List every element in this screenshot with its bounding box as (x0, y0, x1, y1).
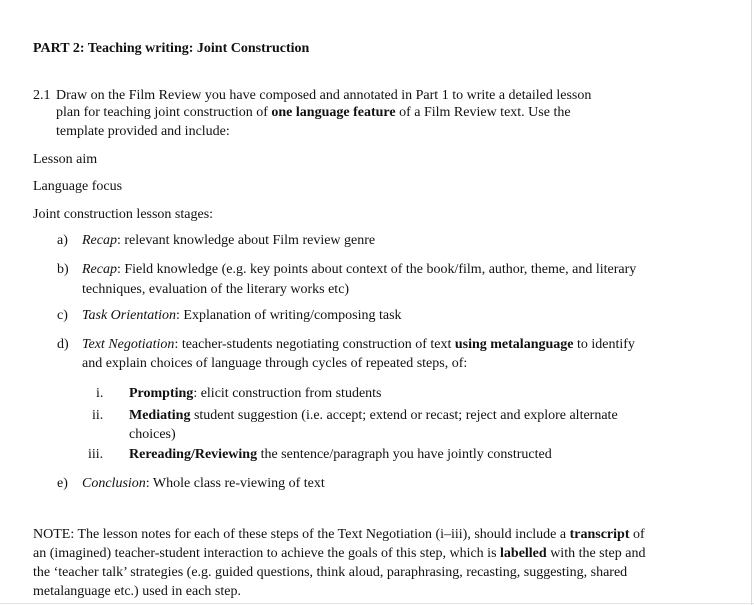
note-line4: metalanguage etc.) used in each step. (33, 584, 241, 599)
note-line2: an (imagined) teacher-student interaction to achieve the goals of this step, which is labelled with the step and (33, 546, 646, 561)
lesson-aim: Lesson aim (33, 152, 98, 167)
stages-heading: Joint construction lesson stages: (33, 207, 214, 222)
note-line3: the ‘teacher talk’ strategies (e.g. guided questions, think aloud, paraphrasing, recasting, suggesting, shared (33, 565, 628, 580)
page-bottom-rule (0, 603, 754, 604)
step-iii-marker: iii. (88, 447, 104, 462)
stage-b-marker: b) (57, 262, 69, 277)
stage-b-line2: techniques, evaluation of the literary works etc) (82, 282, 350, 297)
stage-d-line1: Text Negotiation: teacher-students negotiating construction of text using metalanguage to identify (82, 337, 635, 352)
stage-c-text: Task Orientation: Explanation of writing/composing task (82, 308, 402, 323)
item-2-1-number: 2.1 (33, 88, 51, 103)
stage-b-line1: Recap: Field knowledge (e.g. key points about context of the book/film, author, theme, and literary (82, 262, 637, 277)
language-focus: Language focus (33, 179, 123, 194)
step-ii-line1: Mediating student suggestion (i.e. accept; extend or recast; reject and explore alternate (129, 408, 618, 423)
page-edge-rule (751, 0, 752, 605)
step-i-text: Prompting: elicit construction from students (129, 386, 382, 401)
step-iii-text: Rereading/Reviewing the sentence/paragraph you have jointly constructed (129, 447, 552, 462)
stage-a-text: Recap: relevant knowledge about Film review genre (82, 233, 376, 248)
item-2-1-line3: template provided and include: (56, 124, 230, 139)
stage-a-marker: a) (57, 233, 68, 248)
note-line1: NOTE: The lesson notes for each of these steps of the Text Negotiation (i–iii), should include a transcript of (33, 527, 645, 542)
stage-c-marker: c) (57, 308, 68, 323)
stage-e-text: Conclusion: Whole class re-viewing of text (82, 476, 325, 491)
stage-d-marker: d) (57, 337, 69, 352)
stage-e-marker: e) (57, 476, 68, 491)
item-2-1-line1: Draw on the Film Review you have composed and annotated in Part 1 to write a detailed lesson (56, 88, 592, 103)
step-ii-line2: choices) (129, 427, 176, 442)
stage-d-line2: and explain choices of language through cycles of repeated steps, of: (82, 356, 468, 371)
part-heading: PART 2: Teaching writing: Joint Construction (33, 41, 310, 56)
item-2-1-line2: plan for teaching joint construction of one language feature of a Film Review text. Use the (56, 105, 571, 120)
step-i-marker: i. (96, 386, 104, 401)
step-ii-marker: ii. (92, 408, 104, 423)
